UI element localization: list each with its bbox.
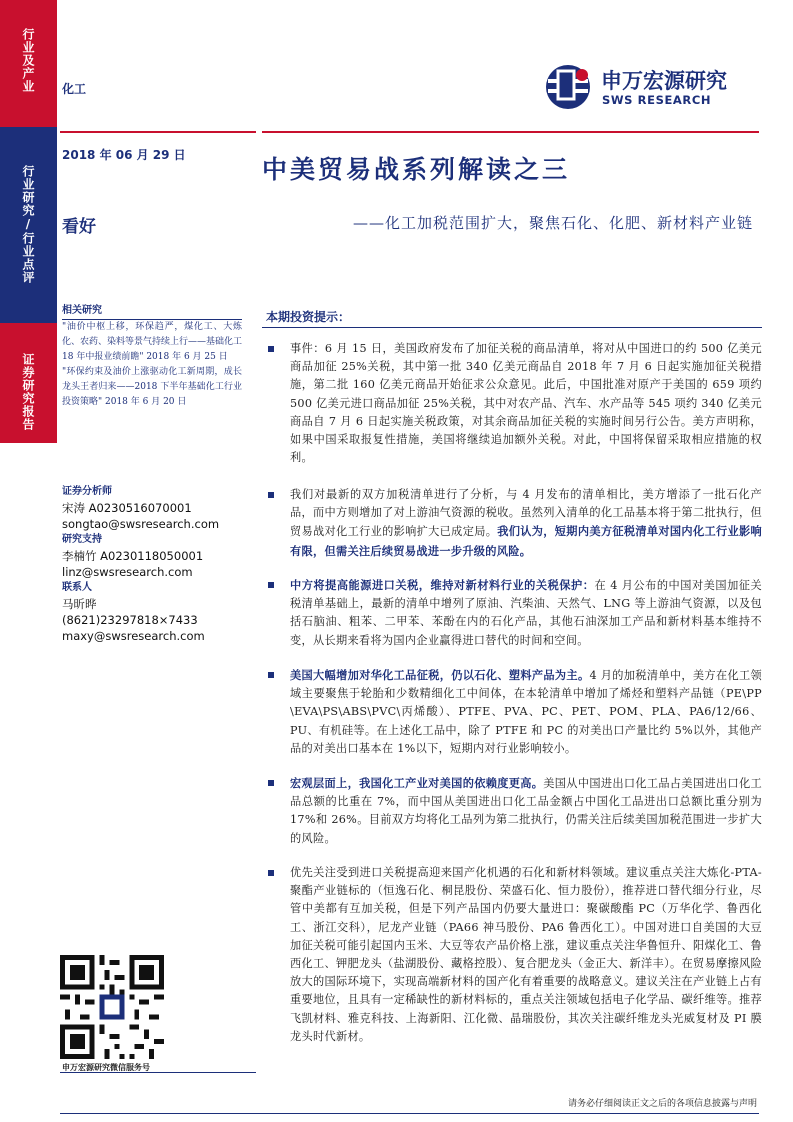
paragraph-lead: 宏观层面上，我国化工产业对美国的依赖度更高。 — [290, 776, 544, 790]
header-divider-right — [262, 131, 759, 133]
bullet-square-icon — [268, 582, 274, 588]
highlight-paragraph — [262, 864, 762, 1052]
contact-name: 马昕晔 — [62, 597, 97, 611]
rating-label: 看好 — [62, 217, 96, 237]
highlight-paragraph — [262, 666, 762, 758]
analyst-name: 宋涛 A0230516070001 — [62, 501, 192, 515]
footer-divider — [60, 1113, 759, 1114]
contact-email[interactable]: maxy@swsresearch.com — [62, 629, 205, 643]
investment-highlights — [262, 308, 762, 1068]
sector-label: 化工 — [62, 82, 87, 96]
contact-phone: (8621)23297818×7433 — [62, 613, 198, 627]
report-type-tab — [0, 127, 57, 323]
header-divider-left — [60, 131, 256, 133]
paragraph-text: 4 月的加税清单中，美方在化工领域主要聚焦于轮胎和少数精细化工中间体，在本轮清单中增加了烯烃和塑料产品链（PE\PP \EVA\PS\ABS\PVC\丙烯酸）、PTFE、PVA、PC、PET、POM、PLA、PA6/12/66、PU、有机硅等。在上述化工品中，除了 PTFE 和 PC 的对美出口产量比约 5%以外，其他产品的对美出口基本在 1%以下，短期内对行业影响较小。 — [290, 669, 762, 755]
support-heading: 研究支持 — [62, 534, 102, 545]
report-subtitle: ——化工加税范围扩大，聚焦石化、化肥、新材料产业链 — [352, 214, 753, 232]
paragraph-lead: 中方将提高能源进口关税，维持对新材料行业的关税保护： — [290, 578, 595, 592]
analyst-email[interactable]: songtao@swsresearch.com — [62, 517, 220, 531]
bullet-square-icon — [268, 870, 274, 876]
bullet-square-icon — [268, 672, 274, 678]
report-date: 2018 年 06 月 29 日 — [62, 148, 186, 162]
highlight-paragraph — [262, 576, 762, 650]
category-tab — [0, 0, 57, 127]
report-type-tab-label: 行业研究/行业点评 — [21, 165, 35, 284]
highlight-paragraph — [262, 340, 762, 470]
paragraph-text: 事件：6 月 15 日，美国政府发布了加征关税的商品清单，将对从中国进口的约 500 亿美元商品加征 25%关税，其中第一批 340 亿美元商品自 2018 年 7 月 6 日起实施加征关税措施，第二批 160 亿美元商品开始征求公众意见。此后，中国批准对原产于美国的 659 项约 500 亿美元进口商品加征 25%关税，其中对农产品、汽车、水产品等 545 项约 340 亿美元商品自 7 月 6 日起实施关税政策，对其余商品加征关税的实施时间另行公告。美方声明称，如果中国采取报复性措施，美国将继续追加额外关税。对此，中国将保留采取相应措施的权利。 — [290, 342, 762, 465]
report-title: 中美贸易战系列解读之三 — [262, 155, 571, 184]
logo-english-text: SWS RESEARCH — [602, 93, 712, 107]
bullet-square-icon — [268, 492, 274, 498]
related-item[interactable]: "油价中枢上移，环保趋严，煤化工、大炼化、农药、染料等景气持续上行——基础化工 18 年中报业绩前瞻" 2018 年 6 月 25 日 — [62, 322, 243, 362]
paragraph-lead: 美国大幅增加对华化工品征税，仍以石化、塑料产品为主。 — [290, 668, 590, 682]
related-heading: 相关研究 — [62, 305, 102, 316]
qr-caption: 申万宏源研究微信服务号 — [62, 1063, 150, 1072]
doc-class-tab-label: 证券研究报告 — [21, 353, 35, 431]
wechat-qr-code-icon[interactable] — [60, 955, 164, 1059]
category-tab-label: 行业及产业 — [21, 28, 35, 93]
support-name: 李楠竹 A0230118050001 — [62, 549, 204, 563]
highlight-paragraph — [262, 774, 762, 848]
logo-chinese-text: 申万宏源研究 — [601, 69, 727, 93]
highlights-heading: 本期投资提示： — [266, 310, 351, 324]
bullet-square-icon — [268, 780, 274, 786]
sidebar-bottom-divider — [60, 1072, 256, 1073]
paragraph-text: 美国从中国进出口化工品占美国进出口化工品总额的比重在 7%，而中国从美国进出口化工品金额占中国化工品进出口总额比重分别为 17%和 26%。目前双方均将化工品列为第二批执行，仍需关注后续美国加税范围进一步扩大的风险。 — [290, 777, 762, 845]
highlights-divider — [262, 327, 762, 328]
logo-mark-icon — [544, 63, 596, 111]
related-item[interactable]: "环保约束及油价上涨驱动化工新周期，成长龙头王者归来——2018 下半年基础化工行业投资策略" 2018 年 6 月 20 日 — [62, 367, 242, 407]
related-research — [62, 303, 242, 410]
paragraph-text: 在 4 月公布的中国对美国加征关税清单基础上，最新的清单中增列了原油、汽柴油、天然气、LNG 等上游油气资源，以及包括石脑油、粗苯、二甲苯、苯酚在内的石化产品，其他石油深加工产品和新材料基本维持不变，从长期来看将为国内企业赢得进口替代的时间和空间。 — [290, 579, 763, 647]
paragraph-emphasis: 我们认为，短期内美方征税清单对国内化工行业影响有限，但需关注后续贸易战进一步升级的风险。 — [290, 524, 762, 558]
analyst-heading: 证券分析师 — [62, 486, 112, 497]
company-logo — [544, 63, 759, 111]
bullet-square-icon — [268, 346, 274, 352]
highlight-paragraph — [262, 486, 762, 560]
doc-class-tab — [0, 323, 57, 443]
paragraph-text: 我们对最新的双方加税清单进行了分析，与 4 月发布的清单相比，美方增添了一批石化产品，而中方则增加了对上游油气资源的税收。虽然列入清单的化工品基本将于第二批执行，但贸易战对化工行业的影响扩大已成定局。 — [290, 488, 762, 539]
disclaimer-footer: 请务必仔细阅读正文之后的各项信息披露与声明 — [567, 1099, 757, 1109]
support-email[interactable]: linz@swsresearch.com — [62, 565, 193, 579]
contact-heading: 联系人 — [62, 582, 92, 593]
paragraph-text: 优先关注受到进口关税提高迎来国产化机遇的石化和新材料领域。建议重点关注大炼化-PTA-聚酯产业链标的（恒逸石化、桐昆股份、荣盛石化、恒力股份），推荐进口替代细分行业，尽管中美都有互加关税，但是下列产品国内仍要大量进口：聚碳酸酯 PC（万华化学、鲁西化工、浙江交科），尼龙产业链（PA66 神马股份、PA6 鲁西化工）。中国对进口自美国的大豆加征关税可能引起国内玉米、大豆等农产品价格上涨，建议重点关注华鲁恒升、阳煤化工、鲁西化工、钾肥龙头（盐湖股份、藏格控股）、复合肥龙头（金正大、新洋丰）。在贸易摩擦风险放大的国际环境下，实现高端新材料的国产化有着重要的战略意义。建议关注在产业链上占有重要地位，且具有一定稀缺性的新材料标的，重点关注领域包括电子化学品、碳纤维等。推荐飞凯材料、雅克科技、上海新阳、江化微、晶瑞股份，其次关注碳纤维龙头光威复材及 PI 膜龙头时代新材。 — [290, 866, 762, 1043]
analyst-contacts — [62, 484, 242, 644]
